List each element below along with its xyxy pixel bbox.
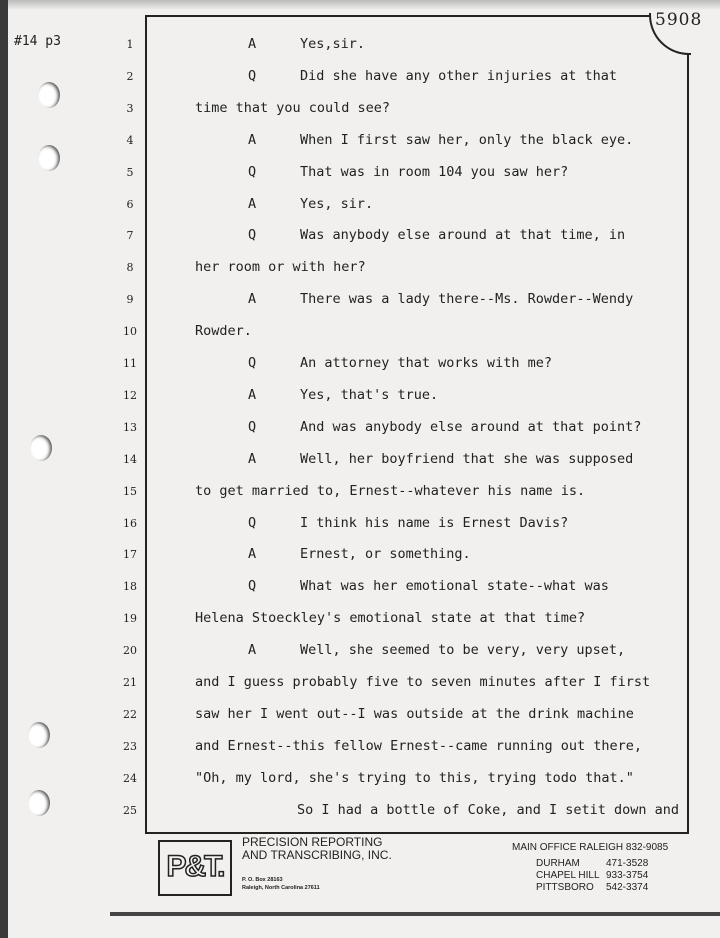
- line-text: her room or with her?: [195, 259, 366, 276]
- line-number: 13: [123, 420, 137, 434]
- line-number: 15: [123, 484, 137, 498]
- line-number: 19: [123, 612, 137, 626]
- company-name-line1: PRECISION REPORTING: [242, 835, 383, 849]
- line-number: 10: [123, 325, 137, 339]
- line-text: Well, her boyfriend that she was supposed: [300, 450, 634, 467]
- speaker-label: A: [248, 291, 257, 308]
- speaker-label: A: [248, 546, 257, 563]
- office-city: PITTSBORO: [536, 882, 594, 893]
- office-city: DURHAM: [536, 858, 580, 869]
- line-number: 3: [126, 101, 134, 115]
- line-text: and Ernest--this fellow Ernest--came running out there,: [195, 737, 643, 754]
- speaker-label: Q: [248, 67, 257, 84]
- line-text: "Oh, my lord, she's trying to this, trying todo that.": [195, 769, 634, 786]
- speaker-label: Q: [248, 514, 257, 531]
- office-phone: 542-3374: [606, 882, 649, 893]
- office-city: CHAPEL HILL: [536, 870, 600, 881]
- company-logo: P&T.: [158, 840, 232, 896]
- line-number: 24: [123, 771, 137, 785]
- line-number: 2: [126, 69, 134, 83]
- line-number: 9: [126, 293, 134, 307]
- speaker-label: A: [248, 450, 257, 467]
- speaker-label: A: [248, 36, 257, 52]
- office-row: [536, 882, 648, 894]
- speaker-label: Q: [248, 578, 257, 595]
- punch-hole: [38, 82, 60, 108]
- company-name-line2: AND TRANSCRIBING, INC.: [242, 848, 392, 862]
- line-text: So I had a bottle of Coke, and I setit down and: [297, 801, 680, 818]
- punch-hole: [28, 790, 50, 816]
- line-text: Well, she seemed to be very, very upset,: [300, 642, 626, 659]
- line-text: time that you could see?: [195, 99, 391, 116]
- line-text: Yes, sir.: [300, 195, 374, 212]
- line-text: saw her I went out--I was outside at the drink machine: [195, 705, 634, 722]
- line-text: When I first saw her, only the black eye.: [300, 131, 634, 148]
- line-number: 8: [126, 261, 134, 275]
- speaker-label: Q: [248, 227, 257, 244]
- speaker-label: Q: [248, 418, 257, 435]
- punch-hole: [28, 722, 50, 748]
- speaker-label: A: [248, 195, 257, 212]
- line-number: 5: [126, 165, 134, 179]
- line-number: 21: [123, 676, 137, 689]
- line-number: 23: [123, 739, 137, 753]
- office-phone: 471-3528: [606, 858, 649, 869]
- line-number: 14: [123, 452, 137, 466]
- office-phone: 933-3754: [606, 870, 649, 881]
- line-number: 7: [126, 229, 134, 243]
- office-row: [536, 858, 648, 870]
- line-number: 6: [126, 197, 134, 211]
- line-text: to get married to, Ernest--whatever his name is.: [195, 482, 586, 499]
- line-text: An attorney that works with me?: [300, 355, 552, 371]
- speaker-label: A: [248, 386, 257, 403]
- speaker-label: Q: [248, 355, 257, 371]
- bates-stamp: 5908: [655, 10, 703, 30]
- address-line2: Raleigh, North Carolina 27611: [242, 885, 320, 891]
- line-text: There was a lady there--Ms. Rowder--Wendy: [300, 291, 634, 308]
- line-text: I think his name is Ernest Davis?: [300, 514, 569, 531]
- line-text: That was in room 104 you saw her?: [300, 163, 569, 180]
- line-text: Helena Stoeckley's emotional state at that time?: [195, 610, 586, 627]
- punch-hole: [30, 435, 52, 461]
- main-office: MAIN OFFICE RALEIGH 832-9085: [512, 842, 669, 853]
- company-name: [242, 836, 392, 862]
- speaker-label: A: [248, 642, 257, 659]
- exhibit-tag: #14 p3: [14, 34, 61, 49]
- line-number: 18: [123, 580, 137, 594]
- line-number: 22: [123, 707, 137, 721]
- line-text: Did she have any other injuries at that: [300, 67, 617, 84]
- line-number: 17: [123, 548, 137, 562]
- company-address: [242, 876, 320, 892]
- office-row: [536, 870, 648, 882]
- line-number: 25: [123, 803, 137, 817]
- line-text: And was anybody else around at that point?: [300, 418, 642, 435]
- line-number: 1: [126, 38, 134, 51]
- line-number: 16: [123, 516, 137, 530]
- line-number: 20: [123, 644, 137, 658]
- line-text: Rowder.: [195, 323, 252, 340]
- line-number: 11: [123, 357, 137, 370]
- address-line1: P. O. Box 28163: [242, 877, 283, 883]
- line-text: and I guess probably five to seven minutes after I first: [195, 674, 651, 690]
- line-text: Was anybody else around at that time, in: [300, 227, 626, 244]
- speaker-label: Q: [248, 163, 257, 180]
- line-number: 12: [123, 388, 137, 402]
- line-text: Ernest, or something.: [300, 546, 471, 563]
- line-text: Yes, that's true.: [300, 386, 439, 403]
- line-number: 4: [126, 133, 134, 147]
- line-text: What was her emotional state--what was: [300, 578, 609, 595]
- page-edge: [0, 0, 8, 938]
- office-list: [536, 858, 648, 894]
- scan-shadow: [0, 0, 720, 10]
- line-text: Yes,sir.: [300, 36, 366, 52]
- bottom-rule: [110, 912, 720, 916]
- punch-hole: [38, 145, 60, 171]
- speaker-label: A: [248, 131, 257, 148]
